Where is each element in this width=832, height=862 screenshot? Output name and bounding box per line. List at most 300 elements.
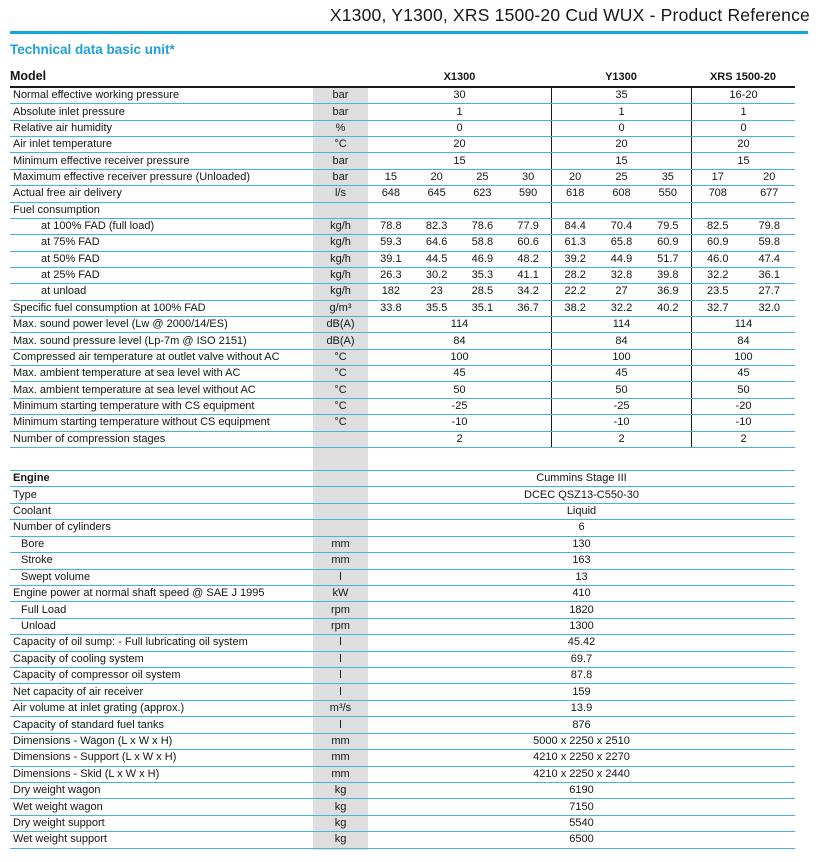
model-group-cell: [368, 317, 551, 332]
table-row: [10, 235, 795, 251]
table-row: [10, 153, 795, 169]
value-cell: 59.8: [758, 236, 780, 249]
unit-cell: bar: [332, 170, 349, 183]
value-cell: 32.7: [707, 301, 729, 314]
model-group-cell: [368, 203, 551, 218]
table-row: [10, 570, 795, 586]
table-row: [10, 88, 795, 104]
value-cell: Liquid: [566, 505, 597, 518]
value-cell: 32.8: [610, 269, 633, 282]
value-cell: 15: [615, 154, 628, 167]
value-cell: 84: [615, 334, 628, 347]
row-label: Minimum starting temperature with CS equipment: [13, 400, 255, 412]
table-row: [10, 635, 795, 651]
row-label: Air volume at inlet grating (approx.): [13, 702, 185, 715]
value-cell: 26.3: [380, 269, 402, 282]
table-row: [10, 121, 795, 137]
value-cell: 410: [572, 587, 591, 600]
row-label: Number of cylinders: [13, 521, 111, 534]
model-group-cell: [368, 333, 551, 348]
table-row: [10, 366, 795, 382]
table-row: [10, 170, 795, 186]
model-group-cell: [368, 104, 551, 119]
value-cell: 15: [384, 170, 397, 183]
row-label: Actual free air delivery: [13, 187, 122, 200]
row-label: Net capacity of air receiver: [13, 685, 144, 698]
value-cell: 1820: [569, 603, 594, 616]
value-cell: 41.1: [517, 269, 539, 282]
value-cell: 65.8: [610, 236, 633, 249]
value-cell: 23: [430, 285, 443, 298]
value-cell: 78.8: [380, 220, 402, 233]
value-cell: 13.9: [570, 702, 593, 715]
value-cell: 27: [615, 285, 628, 298]
table-row: [10, 284, 795, 300]
value-cell: 84: [737, 334, 750, 347]
model-group-cell: [691, 350, 795, 365]
unit-cell: l: [339, 718, 342, 731]
value-cell: 1: [740, 105, 747, 118]
value-cell: 2: [456, 432, 463, 445]
value-cell: 60.9: [657, 236, 679, 249]
unit-cell: l: [339, 652, 342, 665]
value-cell: 45: [453, 367, 466, 380]
model-group-cell: [691, 252, 795, 267]
value-cell: 59.3: [380, 236, 402, 249]
value-cell: 100: [734, 350, 753, 363]
value-cell: 45: [737, 367, 750, 380]
model-group-cell: [691, 104, 795, 119]
unit-cell: [313, 520, 368, 535]
value-cell: 22.2: [564, 285, 586, 298]
row-label: Air inlet temperature: [13, 138, 113, 151]
value-cell: 6: [578, 521, 585, 534]
value-cell: 47.4: [758, 252, 780, 265]
table-row: [10, 553, 795, 569]
value-cell: 33.8: [380, 301, 402, 314]
value-cell: -25: [613, 400, 630, 412]
value-cell: 876: [572, 718, 591, 731]
row-label: at 50% FAD: [41, 252, 100, 265]
value-cell: 58.8: [471, 236, 494, 249]
value-cell: 46.9: [471, 252, 494, 265]
value-cell: 15: [737, 154, 750, 167]
table-row: [10, 832, 795, 848]
unit-cell: kg/h: [330, 236, 351, 249]
model-group-cell: [691, 268, 795, 283]
model-group-cell: [368, 186, 551, 201]
value-cell: Cummins Stage III: [536, 472, 627, 485]
row-label: at 25% FAD: [41, 269, 100, 282]
value-cell: 4210 x 2250 x 2270: [533, 751, 630, 764]
row-label: Dry weight support: [13, 817, 105, 830]
value-cell: 35.5: [425, 301, 448, 314]
value-cell: 50: [453, 383, 466, 396]
row-label: Max. sound pressure level (Lp-7m @ ISO 2151): [13, 334, 247, 347]
value-cell: 45: [615, 367, 628, 380]
value-cell: 70.4: [610, 220, 633, 233]
unit-cell: °C: [334, 383, 347, 396]
value-cell: 20: [430, 170, 443, 183]
value-cell: 51.7: [657, 252, 679, 265]
table-row: [10, 816, 795, 832]
table-row: [10, 203, 795, 219]
row-label: Maximum effective receiver pressure (Unloaded): [13, 170, 250, 183]
value-cell: 32.2: [610, 301, 633, 314]
model-group-cell: [368, 382, 551, 397]
table-row: [10, 783, 795, 799]
unit-cell: kg: [334, 833, 347, 846]
value-cell: 100: [450, 350, 469, 363]
value-cell: -20: [735, 400, 752, 412]
model-group-cell: [691, 366, 795, 381]
model-group-cell: [691, 219, 795, 234]
table-row: [10, 701, 795, 717]
table-row: [10, 504, 795, 520]
value-cell: 163: [572, 554, 591, 567]
row-label: Capacity of cooling system: [13, 652, 144, 665]
unit-cell: kg/h: [330, 220, 351, 233]
value-cell: 1: [618, 105, 625, 118]
value-cell: 20: [737, 138, 750, 151]
value-cell: 60.9: [707, 236, 729, 249]
row-label: Engine power at normal shaft speed @ SAE J 1995: [13, 587, 265, 600]
unit-cell: kg: [334, 800, 347, 813]
table-row: [10, 619, 795, 635]
value-cell: 550: [658, 187, 677, 200]
table-row: [10, 717, 795, 733]
value-cell: 35.1: [471, 301, 494, 314]
model-group-cell: [551, 415, 691, 430]
unit-cell: mm: [331, 734, 350, 747]
title-underline: [10, 31, 808, 34]
value-cell: 114: [612, 318, 631, 331]
model-group-cell: [368, 415, 551, 430]
model-group-cell: [368, 350, 551, 365]
value-cell: 60.6: [517, 236, 539, 249]
unit-cell: bar: [332, 89, 349, 102]
value-cell: 23.5: [707, 285, 729, 298]
unit-cell: kW: [332, 587, 349, 600]
unit-cell: °C: [334, 416, 347, 429]
model-header-row: [10, 62, 795, 88]
model-group-cell: [368, 432, 551, 447]
unit-cell: rpm: [331, 603, 350, 616]
model-group-cell: [551, 268, 691, 283]
table-row: [10, 471, 795, 487]
unit-cell: m³/s: [329, 702, 352, 715]
unit-cell: [313, 487, 368, 502]
page-title: X1300, Y1300, XRS 1500-20 Cud WUX - Product Reference: [329, 5, 810, 25]
section-heading: Technical data basic unit*: [10, 42, 175, 57]
value-cell: 34.2: [517, 285, 539, 298]
unit-cell: °C: [334, 400, 347, 412]
row-label: Fuel consumption: [13, 203, 100, 216]
model-group-cell: [551, 432, 691, 447]
value-cell: 36.1: [758, 269, 780, 282]
unit-cell: dB(A): [326, 334, 355, 347]
model-group-cell: [551, 382, 691, 397]
value-cell: 114: [734, 318, 753, 331]
table-row: [10, 586, 795, 602]
unit-cell: rpm: [331, 620, 350, 632]
table-row: [10, 537, 795, 553]
value-cell: 114: [450, 318, 469, 331]
value-cell: 20: [453, 138, 466, 151]
unit-cell: mm: [331, 751, 350, 764]
row-label: Capacity of standard fuel tanks: [13, 718, 165, 731]
table-row: [10, 750, 795, 766]
model-group-cell: [691, 235, 795, 250]
value-cell: 2: [618, 432, 625, 445]
value-cell: 61.3: [564, 236, 586, 249]
unit-cell: kg: [334, 817, 347, 830]
row-label: Wet weight support: [13, 833, 107, 846]
table-row: [10, 399, 795, 415]
value-cell: 20: [763, 170, 776, 183]
model-group-cell: [551, 317, 691, 332]
value-cell: 84: [453, 334, 466, 347]
value-cell: 25: [615, 170, 628, 183]
model-group-cell: [368, 153, 551, 168]
value-cell: 84.4: [564, 220, 586, 233]
model-group-cell: [691, 203, 795, 218]
value-cell: 16-20: [729, 89, 758, 102]
row-label: Max. ambient temperature at sea level without AC: [13, 383, 256, 396]
table-row: [10, 268, 795, 284]
row-label: at 100% FAD (full load): [41, 220, 155, 233]
model-group-cell: [691, 88, 795, 103]
value-cell: 17: [711, 170, 724, 183]
value-cell: 648: [381, 187, 401, 200]
value-cell: 39.8: [657, 269, 679, 282]
model-group-cell: [368, 137, 551, 152]
unit-cell: l: [339, 636, 342, 649]
value-cell: 28.2: [564, 269, 586, 282]
value-cell: 44.9: [610, 252, 633, 265]
model-group-cell: [551, 88, 691, 103]
value-cell: -10: [613, 416, 630, 429]
table-row: [10, 432, 795, 448]
value-cell: 1300: [569, 620, 594, 632]
model-group-cell: [691, 432, 795, 447]
value-cell: 1: [456, 105, 463, 118]
table-row: [10, 219, 795, 235]
model-group-cell: [368, 252, 551, 267]
model-group-cell: [691, 382, 795, 397]
model-group-cell: [551, 104, 691, 119]
unit-cell: mm: [331, 554, 350, 567]
unit-cell: g/m³: [329, 301, 352, 314]
value-cell: 44.5: [425, 252, 448, 265]
table-row: [10, 415, 795, 431]
table-row: [10, 382, 795, 398]
value-cell: 35: [661, 170, 674, 183]
value-cell: 82.3: [425, 220, 448, 233]
model-group-cell: [691, 153, 795, 168]
row-label: Dry weight wagon: [13, 784, 101, 797]
value-cell: 45.42: [567, 636, 596, 649]
unit-cell: l: [339, 685, 342, 698]
table-row: [10, 104, 795, 120]
row-label: Dimensions - Wagon (L x W x H): [13, 734, 173, 747]
model-group-cell: [551, 219, 691, 234]
model-group-cell: [551, 121, 691, 136]
value-cell: 2: [740, 432, 747, 445]
model-group-cell: [691, 186, 795, 201]
table-row: [10, 333, 795, 349]
model-group-cell: [551, 153, 691, 168]
model-group-cell: [551, 203, 691, 218]
unit-cell: bar: [332, 154, 349, 167]
value-cell: DCEC QSZ13-C550-30: [524, 488, 639, 501]
model-group-cell: [551, 252, 691, 267]
value-cell: -10: [451, 416, 468, 429]
model-header-label: Model: [10, 69, 47, 83]
model-group-cell: [368, 121, 551, 136]
value-cell: 30: [522, 170, 535, 183]
value-cell: 608: [612, 187, 631, 200]
unit-cell: °C: [334, 138, 347, 151]
value-cell: 30.2: [425, 269, 448, 282]
row-label: Minimum starting temperature without CS equipment: [13, 416, 270, 429]
unit-cell: kg/h: [330, 252, 351, 265]
table-row: [10, 487, 795, 503]
model-group-cell: [691, 137, 795, 152]
row-label: Normal effective working pressure: [13, 89, 180, 102]
value-cell: 0: [740, 121, 747, 134]
value-cell: 46.0: [707, 252, 729, 265]
model-group-cell: [551, 170, 691, 185]
unit-cell: dB(A): [326, 318, 355, 331]
value-cell: 100: [612, 350, 631, 363]
value-cell: 36.7: [517, 301, 539, 314]
row-label: Relative air humidity: [13, 121, 113, 134]
model-group-cell: [691, 301, 795, 316]
row-label: Unload: [21, 620, 56, 632]
value-cell: 15: [453, 154, 466, 167]
value-cell: 32.0: [758, 301, 780, 314]
value-cell: 30: [453, 89, 466, 102]
row-label: at unload: [41, 285, 87, 298]
row-label: Max. sound power level (Lw @ 2000/14/ES): [13, 318, 228, 331]
value-cell: 7150: [569, 800, 594, 813]
value-cell: 28.5: [471, 285, 494, 298]
value-cell: 27.7: [758, 285, 780, 298]
row-label: Capacity of oil sump: - Full lubricating oil system: [13, 636, 248, 649]
value-cell: 6500: [569, 833, 594, 846]
row-label: Number of compression stages: [13, 432, 166, 445]
model-group-cell: [551, 186, 691, 201]
value-cell: 159: [572, 685, 591, 698]
table-row: [10, 602, 795, 618]
value-cell: 82.5: [707, 220, 729, 233]
basic-data-table: [10, 88, 795, 448]
value-cell: -10: [735, 416, 752, 429]
row-label: Bore: [21, 537, 45, 550]
value-cell: 623: [473, 187, 492, 200]
unit-cell: °C: [334, 350, 347, 363]
unit-cell: kg: [334, 784, 347, 797]
table-row: [10, 734, 795, 750]
model-group-cell: [551, 235, 691, 250]
value-cell: 69.7: [570, 652, 593, 665]
value-cell: 35.3: [471, 269, 494, 282]
unit-cell: kg/h: [330, 285, 351, 298]
unit-cell: kg/h: [330, 269, 351, 282]
table-row: [10, 799, 795, 815]
value-cell: 5540: [569, 817, 594, 830]
table-row: [10, 684, 795, 700]
value-cell: 130: [572, 537, 591, 550]
value-cell: 708: [708, 187, 727, 200]
unit-cell: l/s: [335, 187, 346, 200]
row-label: Stroke: [21, 554, 53, 567]
table-row: [10, 252, 795, 268]
row-label: Wet weight wagon: [13, 800, 103, 813]
model-group-cell: [368, 170, 551, 185]
value-cell: 182: [381, 285, 401, 298]
table-row: [10, 652, 795, 668]
row-label: Type: [13, 488, 37, 501]
row-label: Absolute inlet pressure: [13, 105, 125, 118]
value-cell: 87.8: [570, 669, 593, 682]
model-column-header: X1300: [443, 71, 476, 83]
model-group-cell: [691, 415, 795, 430]
value-cell: 79.8: [758, 220, 780, 233]
unit-cell: mm: [331, 537, 350, 550]
table-row: [10, 668, 795, 684]
unit-cell: l: [339, 570, 342, 583]
model-group-cell: [368, 268, 551, 283]
model-group-cell: [551, 350, 691, 365]
value-cell: 40.2: [657, 301, 679, 314]
row-label: Minimum effective receiver pressure: [13, 154, 190, 167]
table-row: [10, 520, 795, 536]
value-cell: 32.2: [707, 269, 729, 282]
value-cell: 39.2: [564, 252, 586, 265]
row-label: Max. ambient temperature at sea level with AC: [13, 367, 241, 380]
value-cell: 78.6: [471, 220, 494, 233]
row-label: Dimensions - Skid (L x W x H): [13, 767, 160, 780]
table-row: [10, 317, 795, 333]
model-group-cell: [368, 366, 551, 381]
value-cell: 50: [615, 383, 628, 396]
row-label: Capacity of compressor oil system: [13, 669, 181, 682]
value-cell: 6190: [569, 784, 594, 797]
unit-cell: bar: [332, 105, 349, 118]
value-cell: 0: [618, 121, 625, 134]
model-group-cell: [551, 399, 691, 414]
table-row: [10, 767, 795, 783]
value-cell: 50: [737, 383, 750, 396]
row-label: Dimensions - Support (L x W x H): [13, 751, 177, 764]
table-row: [10, 301, 795, 317]
value-cell: 0: [456, 121, 463, 134]
value-cell: 25: [476, 170, 489, 183]
model-group-cell: [551, 137, 691, 152]
model-group-cell: [368, 219, 551, 234]
value-cell: 38.2: [564, 301, 586, 314]
value-cell: 13: [575, 570, 588, 583]
engine-data-table: [10, 470, 795, 849]
value-cell: -25: [451, 400, 468, 412]
model-group-cell: [691, 284, 795, 299]
model-group-cell: [368, 399, 551, 414]
model-group-cell: [551, 301, 691, 316]
value-cell: 79.5: [657, 220, 679, 233]
value-cell: 20: [615, 138, 628, 151]
